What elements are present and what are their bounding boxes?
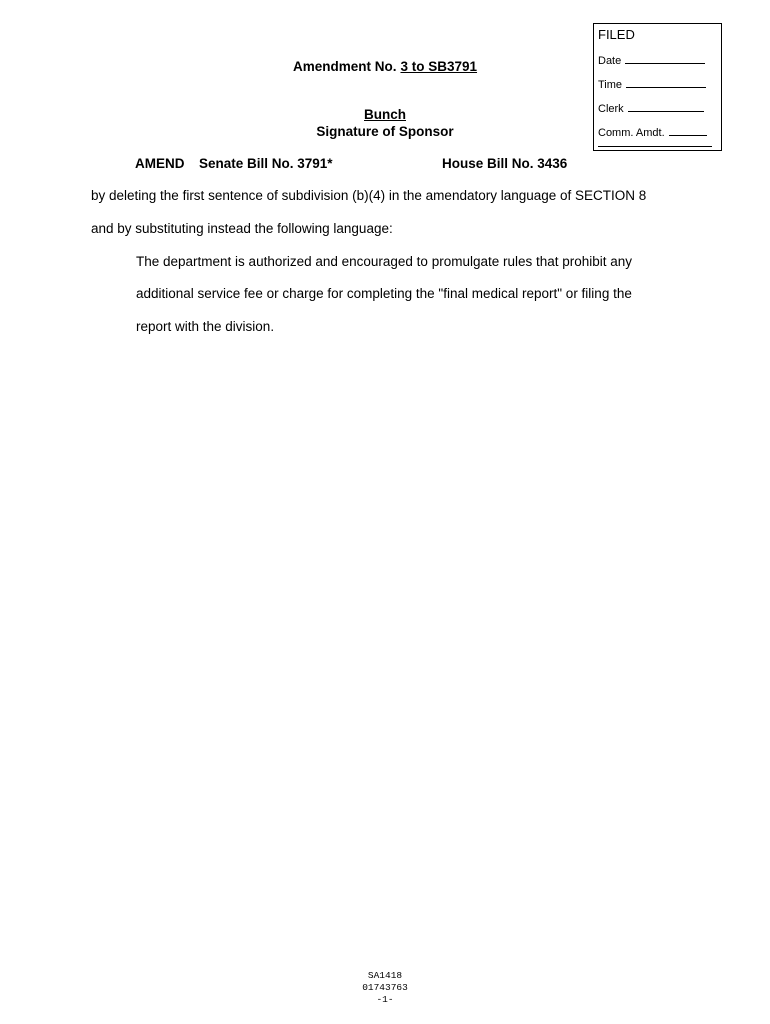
senate-bill-number: Senate Bill No. 3791* <box>199 156 333 171</box>
amendment-number <box>0 59 770 74</box>
body-line-1: by deleting the first sentence of subdivision (b)(4) in the amendatory language of SECTION 8 <box>91 188 647 203</box>
quoted-language-line-3: report with the division. <box>136 319 275 334</box>
sponsor-name: Bunch <box>364 107 406 122</box>
house-bill-number: House Bill No. 3436 <box>442 156 568 171</box>
sponsor-label: Signature of Sponsor <box>316 124 454 139</box>
filed-time-blank <box>626 78 706 88</box>
quoted-language-line-2: additional service fee or charge for completing the "final medical report" or filing the <box>136 286 632 301</box>
amendment-target: 3 to SB3791 <box>400 59 478 74</box>
filed-clerk-label: Clerk <box>598 103 624 115</box>
footer-code-2: 01743763 <box>362 982 408 993</box>
quoted-language-line-1: The department is authorized and encouraged to promulgate rules that prohibit any <box>136 254 633 269</box>
page-number: -1- <box>376 994 394 1005</box>
filed-signature-line <box>598 146 712 147</box>
filed-time-label: Time <box>598 79 623 91</box>
footer-code-1: SA1418 <box>367 970 403 981</box>
amend-label: AMEND <box>135 156 185 171</box>
filed-comm-amdt-label: Comm. Amdt. <box>598 127 665 139</box>
body-line-2: and by substituting instead the following language: <box>91 221 393 236</box>
filed-date-label: Date <box>598 55 622 67</box>
filed-time-row <box>598 78 717 91</box>
filed-title: FILED <box>598 27 635 42</box>
amendment-prefix: Amendment No. <box>292 59 397 74</box>
